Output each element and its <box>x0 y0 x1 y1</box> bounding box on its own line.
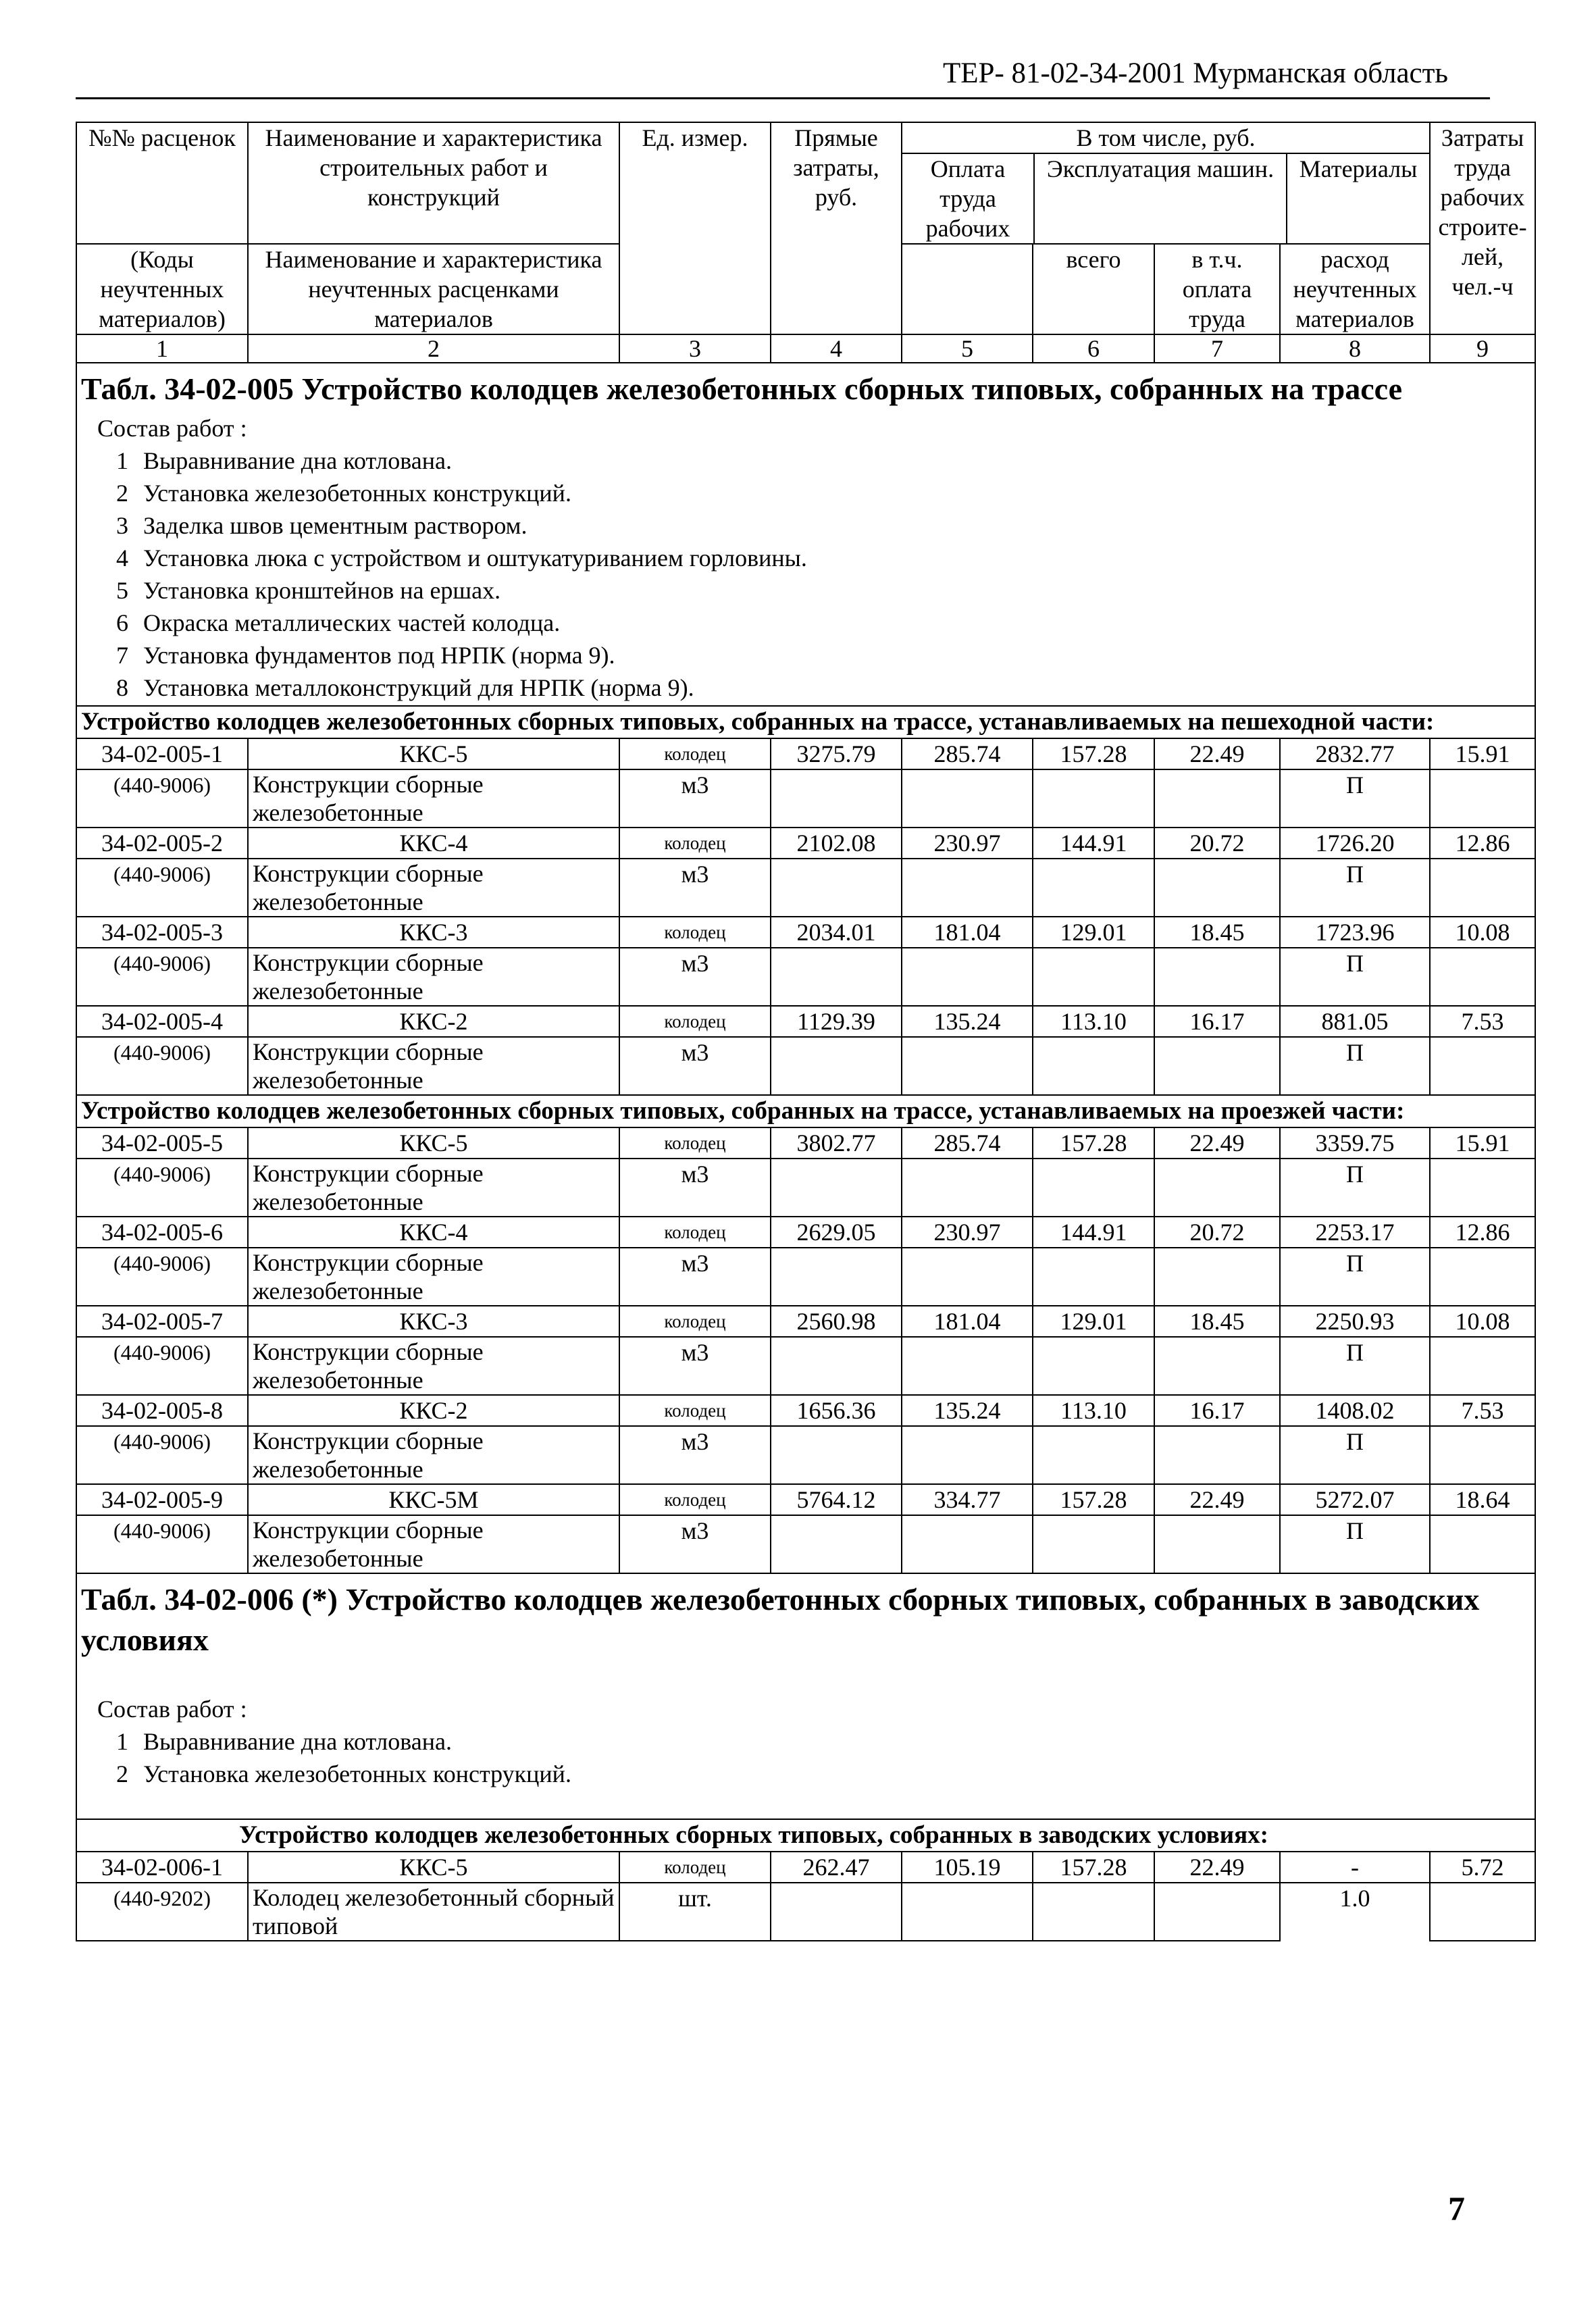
machines-labor-cost: 18.45 <box>1154 917 1280 948</box>
col-num: 6 <box>1033 334 1154 363</box>
work-item-text: Установка железобетонных конструкций. <box>143 1760 571 1787</box>
blank-cell <box>902 1337 1033 1395</box>
blank-cell <box>1033 948 1154 1006</box>
table-row <box>76 1852 1535 1883</box>
blank-cell <box>771 948 902 1006</box>
material-unit: м3 <box>619 948 771 1006</box>
blank-cell <box>1154 1159 1280 1217</box>
page-header: ТЕР- 81-02-34-2001 Мурманская область <box>943 57 1449 89</box>
rate-code: 34-02-005-1 <box>76 738 248 769</box>
section2-cell <box>76 1573 1535 1819</box>
material-name: Конструкции сборные железобетонные <box>248 1515 619 1573</box>
material-code: (440-9006) <box>76 1248 248 1306</box>
material-code: (440-9202) <box>76 1883 248 1941</box>
col8-top: Материалы <box>1299 155 1418 182</box>
material-row <box>76 1337 1535 1395</box>
blank-cell <box>1033 1159 1154 1217</box>
work-item-number: 5 <box>116 577 128 604</box>
material-row <box>76 1159 1535 1217</box>
rate-unit: колодец <box>619 1484 771 1515</box>
blank-cell <box>1154 1515 1280 1573</box>
materials-cost: 3359.75 <box>1280 1127 1430 1159</box>
labor-cost: 230.97 <box>902 828 1033 859</box>
labor-hours: 12.86 <box>1430 1217 1535 1248</box>
machines-cost: 129.01 <box>1033 917 1154 948</box>
blank-cell <box>1430 1426 1535 1484</box>
col1-bottom: (Коды неучтенных материалов) <box>76 244 248 334</box>
blank-cell <box>902 948 1033 1006</box>
blank-cell <box>1430 1248 1535 1306</box>
material-row <box>76 769 1535 828</box>
labor-hours: 5.72 <box>1430 1852 1535 1883</box>
direct-cost: 5764.12 <box>771 1484 902 1515</box>
blank-cell <box>1430 1159 1535 1217</box>
work-item-text: Установка металлоконструкций для НРПК (норма 9). <box>143 674 694 701</box>
rate-name: ККС-3 <box>248 1306 619 1337</box>
machines-labor-cost: 22.49 <box>1154 1484 1280 1515</box>
col-num: 5 <box>902 334 1033 363</box>
blank-cell <box>1033 1037 1154 1095</box>
material-value: П <box>1280 948 1430 1006</box>
blank-cell <box>1154 859 1280 917</box>
machines-cost: 157.28 <box>1033 1127 1154 1159</box>
col9: Затраты труда рабочих строите- лей, чел.-ч <box>1430 122 1535 334</box>
table-row <box>76 1306 1535 1337</box>
blank-cell <box>1033 1426 1154 1484</box>
materials-cost: 2832.77 <box>1280 738 1430 769</box>
section1-works-head: Состав работ : <box>97 415 247 442</box>
machines-cost: 157.28 <box>1033 1852 1154 1883</box>
blank-cell <box>1033 1248 1154 1306</box>
blank-cell <box>771 1883 902 1941</box>
machines-cost: 113.10 <box>1033 1006 1154 1037</box>
section1-sub2-row <box>76 1095 1535 1127</box>
col3: Ед. измер. <box>619 122 771 334</box>
work-item-text: Заделка швов цементным раствором. <box>143 512 527 539</box>
material-name: Конструкции сборные железобетонные <box>248 1248 619 1306</box>
blank-cell <box>771 1515 902 1573</box>
rate-unit: колодец <box>619 1306 771 1337</box>
material-value: 1.0 <box>1280 1883 1430 1941</box>
section2-title-row <box>76 1573 1535 1819</box>
blank-cell <box>1430 769 1535 828</box>
blank-cell <box>1154 1037 1280 1095</box>
rate-code: 34-02-005-8 <box>76 1395 248 1426</box>
material-row <box>76 859 1535 917</box>
work-item-text: Установка люка с устройством и оштукатуриванием горловины. <box>143 544 807 571</box>
materials-cost: 2250.93 <box>1280 1306 1430 1337</box>
blank-cell <box>771 1159 902 1217</box>
direct-cost: 3802.77 <box>771 1127 902 1159</box>
rates-table <box>76 122 1536 1941</box>
blank-cell <box>1033 1337 1154 1395</box>
section1-cell <box>76 363 1535 706</box>
blank-cell <box>902 1037 1033 1095</box>
column-numbers-row <box>76 334 1535 363</box>
col-num: 3 <box>619 334 771 363</box>
work-item <box>81 1758 1530 1790</box>
work-item <box>81 639 1530 671</box>
work-item-text: Установка железобетонных конструкций. <box>143 480 571 507</box>
table-row <box>76 1484 1535 1515</box>
work-item-text: Выравнивание дна котлована. <box>143 1728 453 1755</box>
col-num: 8 <box>1280 334 1430 363</box>
material-name: Конструкции сборные железобетонные <box>248 859 619 917</box>
direct-cost: 3275.79 <box>771 738 902 769</box>
rate-name: ККС-5 <box>248 738 619 769</box>
machines-cost: 157.28 <box>1033 1484 1154 1515</box>
labor-cost: 135.24 <box>902 1395 1033 1426</box>
blank-cell <box>1430 1883 1535 1941</box>
material-value: П <box>1280 1337 1430 1395</box>
table-row <box>76 1395 1535 1426</box>
col6: всего <box>1033 244 1154 334</box>
exploit-label: Эксплуатация машин. <box>1035 154 1287 243</box>
section1-sub2: Устройство колодцев железобетонных сборных типовых, собранных на трассе, устанавливаемых на проезжей части: <box>76 1095 1535 1127</box>
labor-hours: 15.91 <box>1430 738 1535 769</box>
blank-cell <box>1154 1883 1280 1941</box>
section1-title-row <box>76 363 1535 706</box>
material-value: П <box>1280 1426 1430 1484</box>
machines-cost: 157.28 <box>1033 738 1154 769</box>
rate-code: 34-02-005-3 <box>76 917 248 948</box>
col7: в т.ч. оплата труда <box>1154 244 1280 334</box>
group-cell <box>902 122 1430 244</box>
direct-cost: 2629.05 <box>771 1217 902 1248</box>
machines-labor-cost: 22.49 <box>1154 1127 1280 1159</box>
machines-labor-cost: 16.17 <box>1154 1006 1280 1037</box>
material-name: Конструкции сборные железобетонные <box>248 1037 619 1095</box>
section1-sub1-row <box>76 706 1535 738</box>
blank-cell <box>1430 859 1535 917</box>
col-num: 1 <box>76 334 248 363</box>
rate-code: 34-02-006-1 <box>76 1852 248 1883</box>
direct-cost: 2102.08 <box>771 828 902 859</box>
work-item-number: 1 <box>116 447 128 474</box>
material-name: Конструкции сборные железобетонные <box>248 948 619 1006</box>
machines-labor-cost: 16.17 <box>1154 1395 1280 1426</box>
work-item <box>81 574 1530 607</box>
direct-cost: 2560.98 <box>771 1306 902 1337</box>
section2-title: Табл. 34-02-006 (*) Устройство колодцев железобетонных сборных типовых, собранных в заводских условиях <box>81 1582 1480 1657</box>
materials-cost: 881.05 <box>1280 1006 1430 1037</box>
machines-cost: 129.01 <box>1033 1306 1154 1337</box>
material-row <box>76 1515 1535 1573</box>
material-code: (440-9006) <box>76 1515 248 1573</box>
table-row <box>76 738 1535 769</box>
machines-labor-cost: 20.72 <box>1154 828 1280 859</box>
blank-cell <box>771 859 902 917</box>
section2-sub1: Устройство колодцев железобетонных сборных типовых, собранных в заводских условиях: <box>76 1819 1535 1852</box>
labor-cost: 181.04 <box>902 917 1033 948</box>
rate-name: ККС-2 <box>248 1006 619 1037</box>
work-item-number: 3 <box>116 512 128 539</box>
machines-labor-cost: 18.45 <box>1154 1306 1280 1337</box>
page-number: 7 <box>1448 2189 1465 2227</box>
labor-hours: 10.08 <box>1430 1306 1535 1337</box>
direct-cost: 1129.39 <box>771 1006 902 1037</box>
labor-cost: 285.74 <box>902 738 1033 769</box>
labor-cost: 135.24 <box>902 1006 1033 1037</box>
rate-name: ККС-2 <box>248 1395 619 1426</box>
labor-hours: 10.08 <box>1430 917 1535 948</box>
blank-cell <box>902 1426 1033 1484</box>
rate-code: 34-02-005-7 <box>76 1306 248 1337</box>
rate-name: ККС-5 <box>248 1127 619 1159</box>
rate-unit: колодец <box>619 828 771 859</box>
machines-cost: 144.91 <box>1033 828 1154 859</box>
blank-cell <box>1154 948 1280 1006</box>
col2-top: Наименование и характеристика строительных работ и конструкций <box>248 122 619 244</box>
blank-cell <box>902 1515 1033 1573</box>
materials-cost: 2253.17 <box>1280 1217 1430 1248</box>
col-num: 4 <box>771 334 902 363</box>
col4: Прямые затраты, руб. <box>771 122 902 334</box>
labor-cost: 181.04 <box>902 1306 1033 1337</box>
blank-cell <box>1430 1515 1535 1573</box>
blank-cell <box>1430 1337 1535 1395</box>
work-item-number: 4 <box>116 544 128 571</box>
col5-blank <box>902 244 1033 334</box>
rate-name: ККС-4 <box>248 1217 619 1248</box>
work-item-number: 6 <box>116 609 128 636</box>
blank-cell <box>902 1248 1033 1306</box>
material-code: (440-9006) <box>76 948 248 1006</box>
blank-cell <box>902 1159 1033 1217</box>
work-item-text: Окраска металлических частей колодца. <box>143 609 561 636</box>
header-rule <box>76 97 1490 99</box>
work-item-number: 1 <box>116 1728 128 1755</box>
blank-cell <box>1154 769 1280 828</box>
material-value: П <box>1280 1037 1430 1095</box>
blank-cell <box>771 769 902 828</box>
header-row-top <box>76 122 1535 244</box>
work-item-number: 7 <box>116 642 128 669</box>
materials-cost: - <box>1280 1852 1430 1883</box>
material-name: Колодец железобетонный сборный типовой <box>248 1883 619 1941</box>
material-unit: м3 <box>619 1426 771 1484</box>
material-name: Конструкции сборные железобетонные <box>248 1426 619 1484</box>
col5: Оплата труда рабочих <box>902 154 1035 243</box>
table-row <box>76 1127 1535 1159</box>
work-item <box>81 444 1530 477</box>
labor-hours: 7.53 <box>1430 1006 1535 1037</box>
col1-top: №№ расценок <box>76 122 248 244</box>
material-name: Конструкции сборные железобетонные <box>248 1159 619 1217</box>
group-label: В том числе, руб. <box>902 123 1429 154</box>
labor-hours: 7.53 <box>1430 1395 1535 1426</box>
material-value: П <box>1280 1159 1430 1217</box>
material-row <box>76 1883 1535 1941</box>
blank-cell <box>1154 1248 1280 1306</box>
rate-unit: колодец <box>619 738 771 769</box>
blank-cell <box>1430 1037 1535 1095</box>
machines-cost: 113.10 <box>1033 1395 1154 1426</box>
machines-labor-cost: 20.72 <box>1154 1217 1280 1248</box>
section1-sub1: Устройство колодцев железобетонных сборных типовых, собранных на трассе, устанавливаемых на пешеходной части: <box>76 706 1535 738</box>
table-row <box>76 1217 1535 1248</box>
material-unit: м3 <box>619 1159 771 1217</box>
material-unit: м3 <box>619 769 771 828</box>
material-value: П <box>1280 769 1430 828</box>
work-item <box>81 477 1530 509</box>
material-value: П <box>1280 859 1430 917</box>
rate-code: 34-02-005-6 <box>76 1217 248 1248</box>
blank-cell <box>771 1037 902 1095</box>
material-code: (440-9006) <box>76 1337 248 1395</box>
material-unit: м3 <box>619 859 771 917</box>
col-num: 7 <box>1154 334 1280 363</box>
work-item <box>81 1725 1530 1758</box>
direct-cost: 2034.01 <box>771 917 902 948</box>
work-item-number: 8 <box>116 674 128 701</box>
machines-labor-cost: 22.49 <box>1154 1852 1280 1883</box>
labor-cost: 334.77 <box>902 1484 1033 1515</box>
machines-cost: 144.91 <box>1033 1217 1154 1248</box>
labor-cost: 285.74 <box>902 1127 1033 1159</box>
labor-hours: 12.86 <box>1430 828 1535 859</box>
rate-unit: колодец <box>619 1395 771 1426</box>
material-code: (440-9006) <box>76 1037 248 1095</box>
blank-cell <box>902 859 1033 917</box>
rate-name: ККС-5 <box>248 1852 619 1883</box>
rate-code: 34-02-005-9 <box>76 1484 248 1515</box>
blank-cell <box>1430 948 1535 1006</box>
col-num: 9 <box>1430 334 1535 363</box>
material-value: П <box>1280 1515 1430 1573</box>
section2-works-list <box>81 1725 1530 1791</box>
blank-cell <box>1154 1337 1280 1395</box>
rate-unit: колодец <box>619 1217 771 1248</box>
blank-cell <box>1033 859 1154 917</box>
machines-labor-cost: 22.49 <box>1154 738 1280 769</box>
table-row <box>76 917 1535 948</box>
material-unit: м3 <box>619 1248 771 1306</box>
section1-title: Табл. 34-02-005 Устройство колодцев железобетонных сборных типовых, собранных на трассе <box>81 372 1403 406</box>
rate-code: 34-02-005-5 <box>76 1127 248 1159</box>
work-item-text: Выравнивание дна котлована. <box>143 447 453 474</box>
rate-name: ККС-3 <box>248 917 619 948</box>
col2-bottom: Наименование и характеристика неучтенных расценками материалов <box>248 244 619 334</box>
material-name: Конструкции сборные железобетонные <box>248 769 619 828</box>
work-item <box>81 607 1530 639</box>
rate-unit: колодец <box>619 1852 771 1883</box>
materials-cost: 5272.07 <box>1280 1484 1430 1515</box>
table-row <box>76 828 1535 859</box>
section2-sub1-row <box>76 1819 1535 1852</box>
work-item-number: 2 <box>116 1760 128 1787</box>
material-row <box>76 1426 1535 1484</box>
materials-cost: 1408.02 <box>1280 1395 1430 1426</box>
direct-cost: 1656.36 <box>771 1395 902 1426</box>
work-item <box>81 671 1530 704</box>
blank-cell <box>902 769 1033 828</box>
work-item <box>81 542 1530 574</box>
blank-cell <box>771 1337 902 1395</box>
col-num: 2 <box>248 334 619 363</box>
material-code: (440-9006) <box>76 859 248 917</box>
work-item <box>81 509 1530 542</box>
blank-cell <box>771 1248 902 1306</box>
labor-hours: 18.64 <box>1430 1484 1535 1515</box>
material-row <box>76 948 1535 1006</box>
material-code: (440-9006) <box>76 769 248 828</box>
blank-cell <box>1033 769 1154 828</box>
table-row <box>76 1006 1535 1037</box>
material-unit: м3 <box>619 1515 771 1573</box>
blank-cell <box>902 1883 1033 1941</box>
col8-bottom: расход неучтенных материалов <box>1280 244 1430 334</box>
materials-cost: 1726.20 <box>1280 828 1430 859</box>
labor-cost: 105.19 <box>902 1852 1033 1883</box>
rate-code: 34-02-005-4 <box>76 1006 248 1037</box>
blank-cell <box>771 1426 902 1484</box>
section2-works-head: Состав работ : <box>97 1696 247 1723</box>
rate-name: ККС-5М <box>248 1484 619 1515</box>
material-code: (440-9006) <box>76 1159 248 1217</box>
material-name: Конструкции сборные железобетонные <box>248 1337 619 1395</box>
material-row <box>76 1037 1535 1095</box>
material-unit: м3 <box>619 1337 771 1395</box>
rate-code: 34-02-005-2 <box>76 828 248 859</box>
material-unit: м3 <box>619 1037 771 1095</box>
rate-unit: колодец <box>619 1127 771 1159</box>
material-row <box>76 1248 1535 1306</box>
work-item-text: Установка фундаментов под НРПК (норма 9). <box>143 642 615 669</box>
labor-cost: 230.97 <box>902 1217 1033 1248</box>
rate-unit: колодец <box>619 1006 771 1037</box>
material-unit: шт. <box>619 1883 771 1941</box>
rate-unit: колодец <box>619 917 771 948</box>
work-item-number: 2 <box>116 480 128 507</box>
material-value: П <box>1280 1248 1430 1306</box>
materials-cost: 1723.96 <box>1280 917 1430 948</box>
rate-name: ККС-4 <box>248 828 619 859</box>
labor-hours: 15.91 <box>1430 1127 1535 1159</box>
section1-works-list <box>81 444 1530 705</box>
material-code: (440-9006) <box>76 1426 248 1484</box>
direct-cost: 262.47 <box>771 1852 902 1883</box>
work-item-text: Установка кронштейнов на ершах. <box>143 577 501 604</box>
blank-cell <box>1154 1426 1280 1484</box>
blank-cell <box>1033 1883 1154 1941</box>
blank-cell <box>1033 1515 1154 1573</box>
